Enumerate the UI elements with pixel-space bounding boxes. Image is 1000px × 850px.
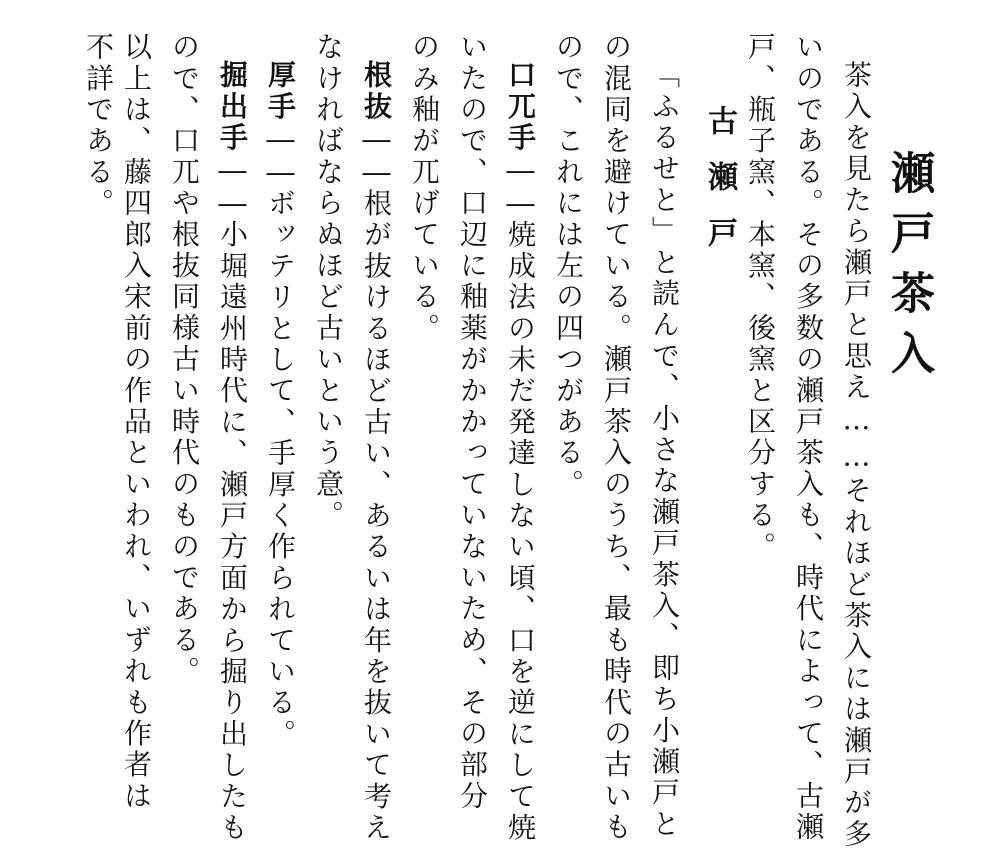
intro-line-2: いのである。その多数の瀬戸茶入も、時代によって、古瀬	[792, 32, 825, 844]
closing-line-2: 不詳である。	[82, 32, 115, 220]
section-line-1: 「ふるせと」と読んで、小さな瀬戸茶入、即ち小瀬戸と	[648, 60, 681, 840]
intro-line-1: 茶入を見たら瀬戸と思え……それほど茶入には瀬戸が多	[840, 60, 873, 850]
item-term: 根抜	[360, 60, 393, 123]
item-text: ボッテリとして、手厚く作られている。	[264, 188, 297, 751]
item-kuchihage-line-2: いたので、口辺に釉薬がかかっていないため、その部分	[456, 32, 489, 812]
item-text: 焼成法の未だ発達しない頃、口を逆にして焼	[504, 219, 537, 844]
item-nenuke-line-2: なければならぬほど古いという意。	[312, 32, 345, 532]
section-heading: 古瀬戸	[702, 105, 737, 273]
item-text: 小堀遠州時代に、瀬戸方面から掘り出したも	[216, 219, 249, 844]
item-term: 厚手	[264, 60, 297, 123]
item-kuchihage	[504, 60, 537, 844]
item-dash: ――	[504, 153, 537, 220]
item-atsude	[264, 60, 297, 810]
item-horidashide	[216, 60, 249, 844]
section-line-3: ので、これには左の四つがある。	[552, 32, 585, 500]
item-dash: ――	[360, 122, 393, 189]
item-term: 掘出手	[216, 60, 249, 154]
item-kuchihage-line-3: のみ釉が兀げている。	[408, 32, 441, 344]
page-title: 瀬戸茶入	[883, 150, 934, 390]
item-term: 口兀手	[504, 60, 537, 154]
item-horidashide-line-2: ので、口兀や根抜同様古い時代のものである。	[168, 32, 201, 688]
section-line-2: の混同を避けている。瀬戸茶入のうち、最も時代の古いも	[600, 32, 633, 844]
item-dash: ――	[264, 122, 297, 189]
item-dash: ――	[216, 153, 249, 220]
closing-line-1: 以上は、藤四郎入宋前の作品といわれ、いずれも作者は	[120, 32, 153, 812]
item-nenuke	[360, 60, 393, 844]
intro-line-3: 戸、瓶子窯、本窯、後窯と区分する。	[744, 32, 777, 563]
item-text: 根が抜けるほど古い、あるいは年を抜いて考え	[360, 188, 393, 844]
